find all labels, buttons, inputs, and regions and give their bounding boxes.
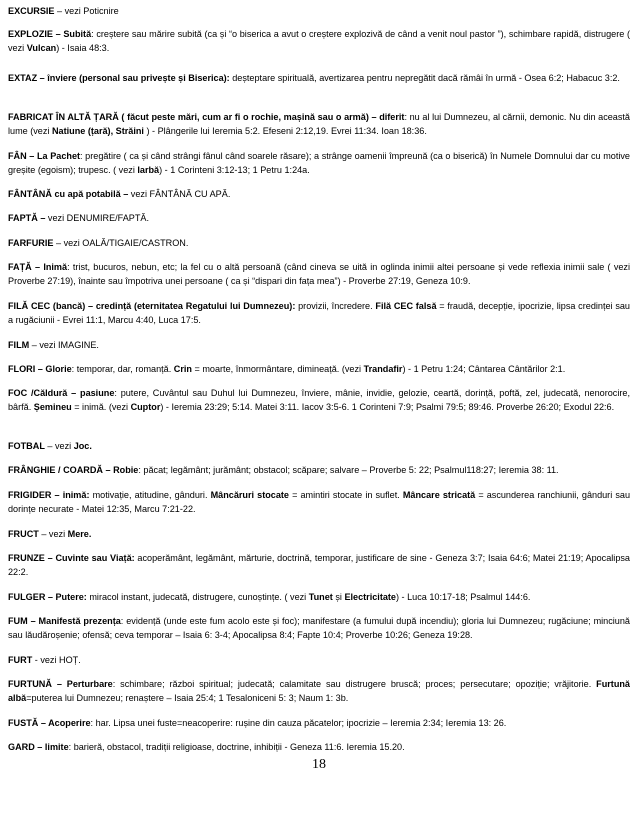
entry-reference: Tunet xyxy=(308,592,333,602)
entry-definition: : păcat; legământ; jurământ; obstacol; scăpare; salvare – Proverbe 5: 22; Psalmul118:27; Ieremia 38: 11. xyxy=(138,465,559,475)
entry-definition: miracol instant, judecată, distrugere, cunoștințe. ( vezi xyxy=(86,592,309,602)
entry-definition: ) - Ieremia 23:29; 5:14. Matei 3:11. Iacov 3:5-6. 1 Corinteni 7:9; Psalmi 79:5; 89:46. Proverbe 26:20; Exodul 22:6. xyxy=(160,402,615,412)
entry-fila-cec xyxy=(8,299,630,327)
entry-definition: = inimă. (vezi xyxy=(71,402,131,412)
entry-franghie xyxy=(8,463,630,477)
entry-term: FRUCT xyxy=(8,529,39,539)
entry-term: FABRICAT ÎN ALTĂ ȚARĂ ( făcut peste mări, cum ar fi o rochie, mașină sau o armă) – diferit xyxy=(8,112,405,122)
entry-term: FRÂNGHIE / COARDĂ – Robie xyxy=(8,465,139,475)
entry-term: EXCURSIE xyxy=(8,6,55,16)
entry-reference: Natiune (țară), Străini xyxy=(51,126,144,136)
entry-fusta xyxy=(8,716,630,730)
entry-definition: : putere, Cuvântul sau Duhul lui Dumnezeu, înviere, mânie, invidie, gelozie, ceartă, dorință, poftă, zel, judecată, nenorocire, bârfă. xyxy=(8,388,630,412)
entry-foc xyxy=(8,386,630,414)
entry-term: FARFURIE xyxy=(8,238,54,248)
entry-fata xyxy=(8,260,630,288)
entry-definition: provizii, încredere. xyxy=(295,301,376,311)
entry-definition: – vezi xyxy=(44,441,74,451)
entry-furtuna xyxy=(8,677,630,705)
entry-definition: =puterea lui Dumnezeu; renaștere – Isaia 25:4; 1 Tesaloniceni 5: 3; Naum 1: 3b. xyxy=(26,693,349,703)
entry-fabricat xyxy=(8,110,630,138)
entry-fantana xyxy=(8,187,630,201)
entry-subterm: Crin xyxy=(173,364,192,374)
entry-frunze xyxy=(8,551,630,579)
entry-definition: : pregătire ( ca și când strângi fânul când soarele răsare); a strânge oamenii împreună (ca o biserică) în Numele Domnului dar cu motive greșite (egoism); trupesc. ( vezi xyxy=(8,151,630,175)
entry-term: FOTBAL xyxy=(8,441,45,451)
entry-term: FUM – Manifestă prezența xyxy=(8,616,121,626)
entry-frigider xyxy=(8,488,630,516)
entry-term: FILĂ CEC (bancă) – credință (eternitatea Regatului lui Dumnezeu): xyxy=(8,301,296,311)
entry-definition: deșteptare spirituală, avertizarea pentru nepregătit dacă rămâi în urmă - Osea 6:2; Habacuc 3:2. xyxy=(229,73,620,83)
entry-definition: motivație, atitudine, gânduri. xyxy=(89,490,211,500)
entry-reference: Electricitate xyxy=(344,592,396,602)
entry-term: FILM xyxy=(8,340,30,350)
entry-definition: – vezi xyxy=(38,529,68,539)
entry-term: EXTAZ – înviere (personal sau privește și Biserica): xyxy=(8,73,230,83)
entry-term: FAPTĂ – xyxy=(8,213,46,223)
entry-definition: : nu al lui Dumnezeu, al cărnii, demonic. Nu din această lume (vezi xyxy=(8,112,630,136)
entry-reference: Iarbă xyxy=(137,165,160,175)
entry-term: FURTUNĂ – Perturbare xyxy=(8,679,113,689)
entry-definition: : temporar, dar, romanță. xyxy=(71,364,174,374)
entry-definition: vezi DENUMIRE/FAPTĂ. xyxy=(45,213,149,223)
entry-term: FRIGIDER – inimă: xyxy=(8,490,90,500)
entry-subterm: Filă CEC falsă xyxy=(375,301,437,311)
entry-subterm: Furtună albă xyxy=(8,679,630,703)
entry-definition: – vezi Poticnire xyxy=(54,6,119,16)
entry-excursie xyxy=(8,4,630,18)
entry-definition: : barieră, obstacol, tradiții religioase, doctrine, inhibiții - Geneza 11:6. Ieremia 15.20. xyxy=(68,742,405,752)
entry-term: FÂNTÂNĂ cu apă potabilă – xyxy=(8,189,129,199)
entry-subterm: Mâncăruri stocate xyxy=(210,490,289,500)
entry-definition: vezi FÂNTÂNĂ CU APĂ. xyxy=(128,189,231,199)
entry-definition: ) - Isaia 48:3. xyxy=(56,43,110,53)
entry-definition: : creștere sau mărire subită (ca și “o biserica a avut o creștere explozivă de când a venit noul pastor ”), schimbare rapidă, distrugere ( vezi xyxy=(8,29,631,53)
entry-definition: ) - 1 Petru 1:24; Cântarea Cântărilor 2:1. xyxy=(402,364,566,374)
entry-reference: Mere. xyxy=(67,529,92,539)
entry-term: GARD – limite xyxy=(8,742,69,752)
entry-subterm: Mâncare stricată xyxy=(402,490,476,500)
entry-definition: acoperământ, legământ, mărturie, doctrină, temporar, justificare de sine - Geneza 3:7; Isaia 64:6; Matei 21:19; Apocalipsa 22:2. xyxy=(8,553,630,577)
entry-definition: ) - Plângerile lui Ieremia 5:2. Efeseni 2:12,19. Evrei 11:34. Ioan 18:36. xyxy=(143,126,427,136)
entry-explozie xyxy=(8,27,630,55)
entry-definition: – vezi IMAGINE. xyxy=(29,340,99,350)
entry-definition: = amintiri stocate in suflet. xyxy=(288,490,403,500)
entry-definition: : trist, bucuros, nebun, etc; la fel cu o altă persoană (când cineva se uită in oglinda inimii altei persoane și vede reflexia inimii sale ( vezi Proverbe 27:19), înainte sau împotriva unei persoane ( ca și “dispari din fața mea”) - Proverbe 27:19, Geneza 10:9. xyxy=(8,262,631,286)
entry-film xyxy=(8,338,630,352)
entry-term: FÂN – La Pachet xyxy=(8,151,81,161)
entry-term: FRUNZE – Cuvinte sau Viață: xyxy=(8,553,135,563)
entry-term: FURT xyxy=(8,655,33,665)
entry-term: FLORI – Glorie xyxy=(8,364,72,374)
entry-term: EXPLOZIE – Subită xyxy=(8,29,92,39)
entry-definition: - vezi HOȚ. xyxy=(32,655,81,665)
entry-definition: : evidență (unde este fum acolo este și foc); manifestare (a fumului după incendiu); gloria lui Dumnezeu; rugăciune; minciună sau lăudăroșenie; ofensă; ceva temporar – Isaia 6: 3-4; Apocalipsa 8:4; Fapte 10:4; Proverbe 10:26; Geneza 19:28. xyxy=(8,616,630,640)
entry-reference: Vulcan xyxy=(26,43,57,53)
entry-term: FUSTĂ – Acoperire xyxy=(8,718,91,728)
entry-reference: Trandafir xyxy=(363,364,403,374)
entry-fum xyxy=(8,614,630,642)
entry-definition: = ascunderea ranchiunii, gânduri sau dorințe necurate - Matei 12:35, Marcu 7:21-22. xyxy=(8,490,630,514)
entry-definition: : har. Lipsa unei fuste=neacoperire: rușine din cauza păcatelor; ipocrizie – Ieremia 2:34; Ieremia 13: 26. xyxy=(90,718,507,728)
entry-definition: și xyxy=(332,592,345,602)
entry-gard xyxy=(8,740,630,754)
entry-fotbal xyxy=(8,439,630,453)
entry-fan xyxy=(8,149,630,177)
entry-furt xyxy=(8,653,630,667)
entry-flori xyxy=(8,362,630,376)
entry-definition: – vezi OALĂ/TIGAIE/CASTRON. xyxy=(53,238,189,248)
entry-reference: Joc. xyxy=(73,441,92,451)
entry-definition: : schimbare; război spiritual; judecată; calamitate sau distrugere bruscă; proces; persecutare; opoziție; vrăjitorie. xyxy=(112,679,597,689)
entry-fulger xyxy=(8,590,630,604)
entry-fruct xyxy=(8,527,630,541)
entry-extaz xyxy=(8,71,630,85)
entry-definition: ) - 1 Corinteni 3:12-13; 1 Petru 1:24a. xyxy=(159,165,310,175)
entry-fapta xyxy=(8,211,630,225)
entry-definition: = fraudă, decepție, ipocrizie, lipsa credinței sau a rugăciunii - Evrei 11:1, Marcu 4:40, Luca 17:5. xyxy=(8,301,630,325)
entry-reference: Cuptor xyxy=(130,402,161,412)
entry-definition: ) - Luca 10:17-18; Psalmul 144:6. xyxy=(396,592,531,602)
entry-subterm: Șemineu xyxy=(33,402,72,412)
entry-definition: = moarte, înmormântare, dimineață. (vezi xyxy=(191,364,364,374)
entry-term: FOC /Căldură – pasiune xyxy=(8,388,115,398)
entry-term: FAȚĂ – Inimă xyxy=(8,262,68,272)
entry-term: FULGER – Putere: xyxy=(8,592,87,602)
page-number: 18 xyxy=(312,757,326,772)
entry-farfurie xyxy=(8,236,630,250)
